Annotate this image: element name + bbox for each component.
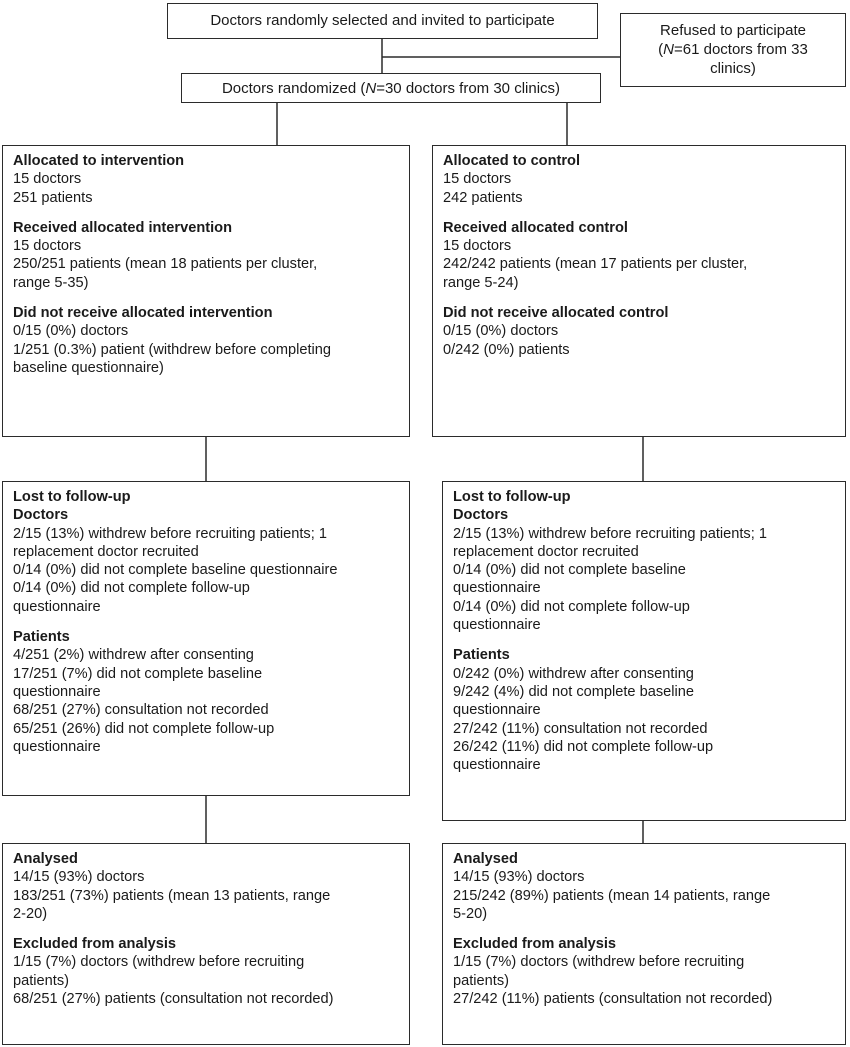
randomized-box bbox=[181, 73, 601, 103]
intervention-followup-patients-line: 17/251 (7%) did not complete baseline bbox=[13, 665, 263, 682]
control-followup-doctors-line: questionnaire bbox=[453, 617, 541, 634]
control-followup-patients-line: questionnaire bbox=[453, 757, 541, 774]
intervention-followup-doctors-line: questionnaire bbox=[13, 598, 101, 615]
intervention-not-received-line: baseline questionnaire) bbox=[13, 359, 164, 376]
intervention-not-received-section bbox=[13, 304, 401, 377]
intervention-followup-title: Lost to follow-up bbox=[13, 489, 131, 505]
control-analysed-line: 5-20) bbox=[453, 905, 488, 922]
control-analysis-box bbox=[442, 843, 846, 1045]
control-not-received-line: 0/15 (0%) doctors bbox=[443, 323, 559, 340]
control-excluded-title: Excluded from analysis bbox=[453, 936, 617, 953]
control-followup-patients-line: 27/242 (11%) consultation not recorded bbox=[453, 720, 708, 737]
control-followup-doctors-line: 2/15 (13%) withdrew before recruiting patients; 1 bbox=[453, 525, 767, 542]
intervention-excluded-title: Excluded from analysis bbox=[13, 936, 177, 953]
control-followup-patients-line: 0/242 (0%) withdrew after consenting bbox=[453, 665, 694, 682]
control-followup-doctors-title: Doctors bbox=[453, 507, 509, 524]
control-not-received-section bbox=[443, 304, 837, 359]
intervention-excluded-section bbox=[13, 935, 401, 1008]
intervention-followup-patients-line: questionnaire bbox=[13, 738, 101, 755]
intervention-allocated-line: 15 doctors bbox=[13, 171, 82, 188]
intervention-followup-doctors-section bbox=[13, 488, 401, 616]
control-followup-doctors-line: questionnaire bbox=[453, 580, 541, 597]
intervention-followup-doctors-line: 2/15 (13%) withdrew before recruiting patients; 1 bbox=[13, 525, 327, 542]
intervention-analysed-line: 14/15 (93%) doctors bbox=[13, 869, 145, 886]
intervention-received-line: 250/251 patients (mean 18 patients per cluster, bbox=[13, 256, 318, 273]
intervention-not-received-line: 1/251 (0.3%) patient (withdrew before completing bbox=[13, 341, 331, 358]
control-analysed-line: 215/242 (89%) patients (mean 14 patients, range bbox=[453, 887, 771, 904]
intervention-not-received-line: 0/15 (0%) doctors bbox=[13, 323, 129, 340]
control-followup-patients-section bbox=[453, 646, 837, 774]
control-allocation-box bbox=[432, 145, 846, 437]
control-received-line: 15 doctors bbox=[443, 238, 512, 255]
control-received-line: 242/242 patients (mean 17 patients per cluster, bbox=[443, 256, 748, 273]
intervention-followup-patients-line: questionnaire bbox=[13, 683, 101, 700]
intervention-followup-doctors-title: Doctors bbox=[13, 507, 69, 524]
intervention-excluded-line: 68/251 (27%) patients (consultation not recorded) bbox=[13, 991, 334, 1008]
intervention-received-line: range 5-35) bbox=[13, 274, 89, 291]
intervention-received-title: Received allocated intervention bbox=[13, 219, 232, 236]
control-allocated-title: Allocated to control bbox=[443, 153, 581, 169]
randomized-rest: =30 doctors from 30 clinics) bbox=[376, 80, 561, 97]
refused-line2: (N=61 doctors from 33 bbox=[658, 41, 808, 58]
intervention-followup-doctors-line: replacement doctor recruited bbox=[13, 543, 199, 560]
control-allocated-line: 242 patients bbox=[443, 189, 523, 206]
control-followup-patients-line: 9/242 (4%) did not complete baseline bbox=[453, 683, 694, 700]
intervention-analysed-line: 2-20) bbox=[13, 905, 48, 922]
refused-box bbox=[620, 13, 846, 87]
intervention-followup-patients-line: 4/251 (2%) withdrew after consenting bbox=[13, 647, 254, 664]
invited-box bbox=[167, 3, 598, 39]
control-followup-title: Lost to follow-up bbox=[453, 489, 571, 505]
intervention-analysed-section bbox=[13, 850, 401, 923]
intervention-received-line: 15 doctors bbox=[13, 238, 82, 255]
intervention-excluded-line: patients) bbox=[13, 972, 69, 989]
intervention-analysed-title: Analysed bbox=[13, 851, 78, 867]
intervention-allocated-section bbox=[13, 152, 401, 207]
control-allocated-line: 15 doctors bbox=[443, 171, 512, 188]
intervention-followup-doctors-line: 0/14 (0%) did not complete baseline questionnaire bbox=[13, 562, 338, 579]
control-followup-patients-title: Patients bbox=[453, 647, 510, 664]
control-followup-box bbox=[442, 481, 846, 821]
control-followup-doctors-line: 0/14 (0%) did not complete follow-up bbox=[453, 598, 690, 615]
randomized-prefix: Doctors randomized ( bbox=[221, 80, 366, 97]
intervention-allocated-line: 251 patients bbox=[13, 189, 93, 206]
intervention-followup-patients-section bbox=[13, 628, 401, 756]
intervention-allocation-box bbox=[2, 145, 410, 437]
control-excluded-section bbox=[453, 935, 837, 1008]
intervention-not-received-title: Did not receive allocated intervention bbox=[13, 305, 273, 322]
control-followup-doctors-line: 0/14 (0%) did not complete baseline bbox=[453, 562, 686, 579]
control-excluded-line: 27/242 (11%) patients (consultation not recorded) bbox=[453, 991, 773, 1008]
control-not-received-title: Did not receive allocated control bbox=[443, 305, 669, 322]
control-analysed-line: 14/15 (93%) doctors bbox=[453, 869, 585, 886]
intervention-excluded-line: 1/15 (7%) doctors (withdrew before recruiting bbox=[13, 954, 305, 971]
refused-line2-rest: =61 doctors from 33 bbox=[674, 41, 808, 58]
control-analysed-section bbox=[453, 850, 837, 923]
randomized-n-symbol: N bbox=[365, 80, 377, 97]
refused-line3: clinics) bbox=[710, 60, 756, 77]
intervention-followup-patients-title: Patients bbox=[13, 629, 70, 646]
intervention-followup-patients-line: 68/251 (27%) consultation not recorded bbox=[13, 702, 269, 719]
intervention-received-section bbox=[13, 219, 401, 292]
control-followup-doctors-line: replacement doctor recruited bbox=[453, 543, 639, 560]
intervention-allocated-title: Allocated to intervention bbox=[13, 153, 185, 169]
intervention-analysis-box bbox=[2, 843, 410, 1045]
intervention-followup-box bbox=[2, 481, 410, 796]
intervention-followup-doctors-line: 0/14 (0%) did not complete follow-up bbox=[13, 580, 250, 597]
invited-text: Doctors randomly selected and invited to participate bbox=[210, 12, 555, 29]
control-allocated-section bbox=[443, 152, 837, 207]
intervention-followup-patients-line: 65/251 (26%) did not complete follow-up bbox=[13, 720, 275, 737]
refused-n-symbol: N bbox=[663, 41, 674, 58]
refused-line1: Refused to participate bbox=[660, 22, 806, 39]
control-followup-patients-line: questionnaire bbox=[453, 702, 541, 719]
control-followup-doctors-section bbox=[453, 488, 837, 634]
control-excluded-line: patients) bbox=[453, 972, 509, 989]
control-received-line: range 5-24) bbox=[443, 274, 519, 291]
control-excluded-line: 1/15 (7%) doctors (withdrew before recruiting bbox=[453, 954, 745, 971]
control-received-section bbox=[443, 219, 837, 292]
control-received-title: Received allocated control bbox=[443, 219, 628, 236]
intervention-analysed-line: 183/251 (73%) patients (mean 13 patients, range bbox=[13, 887, 331, 904]
control-followup-patients-line: 26/242 (11%) did not complete follow-up bbox=[453, 738, 714, 755]
control-not-received-line: 0/242 (0%) patients bbox=[443, 341, 570, 358]
control-analysed-title: Analysed bbox=[453, 851, 518, 867]
